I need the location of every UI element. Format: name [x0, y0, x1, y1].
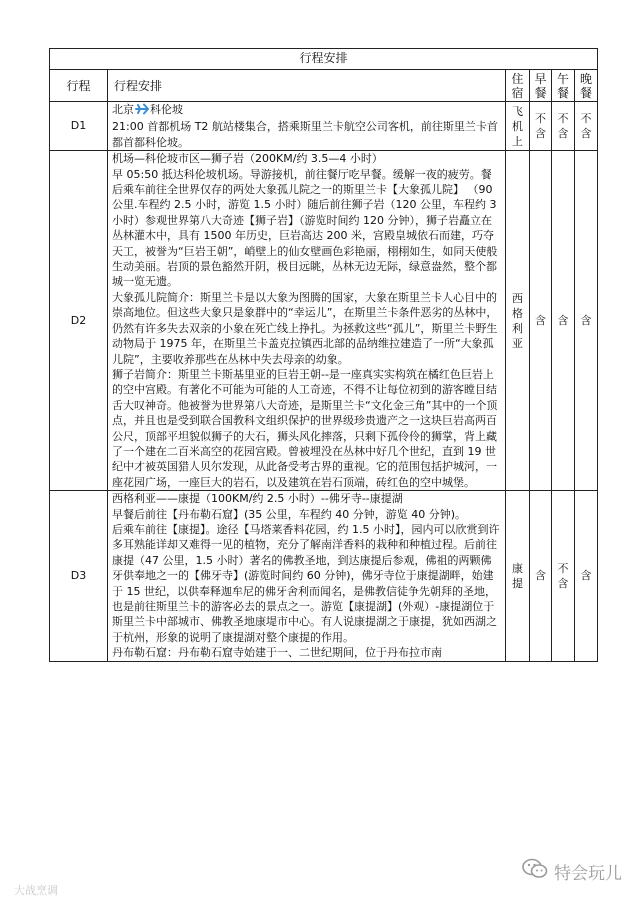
itinerary-sheet [49, 48, 597, 662]
table-row [50, 491, 598, 661]
schedule-paragraph: 后乘车前往【康提】。途径【马塔莱香料花园，约 1.5 小时】，园内可以欣赏到许多耳熟能详却又难得一见的植物，充分了解南洋香料的栽种和种植过程。后前往康提（47 公里，1.5 小时）著名的佛教圣地，到达康提后参观，佛祖的两颗佛牙供奉地之一的【佛牙寺】(游览时间约 60 分钟)，佛牙寺位于康提湖畔，始建于 15 世纪，以供奉释迦牟尼的佛牙舍利而闻名，是佛教信徒争先朝拜的圣地，也是前往斯里兰卡的游客必去的景点之一。游览【康提湖】(外观）-康提湖位于斯里兰卡中部城市、佛教圣地康堤市中心。有人说康提湖之于康提，犹如西湖之于杭州，形象的说明了康提湖对整个康提的作用。 [112, 522, 500, 644]
lunch-cell: 含 [552, 151, 575, 491]
table-row [50, 151, 598, 491]
stay-cell: 飞机上 [506, 102, 530, 151]
schedule-paragraph: 狮子岩简介：斯里兰卡斯基里亚的巨岩王朝--是一座真实实构筑在橘红色巨岩上的空中宫殿。有著化不可能为可能的人工奇迹，不得不让每位初到的游客瞠目结舌大叹神奇。他被誉为世界第八大奇迹，是斯里兰卡“文化金三角”其中的一个顶点，并且也是受到联合国教科文组织保护的世界级珍贵遗产之一这块巨岩高两百公尺，顶部平坦貌似狮子的大石，狮头风化摔落，只剩下孤伶伶的狮掌，背上藏了一个建在二百米高空的花园宫殿。曾被埋没在丛林中好几个世纪，直到 19 世纪中才被英国猎人贝尔发现，从此备受考古界的重视。它的范围包括护城河，一座花园广场，一座巨大的岩石，以及建筑在岩石顶端，砖红色的空中城堡。 [112, 367, 498, 489]
itinerary-table [49, 48, 598, 662]
schedule-paragraph: 早餐后前往【丹布勒石窟】(35 公里，车程约 40 分钟，游览 40 分钟)。 [112, 507, 467, 521]
header-schedule: 行程安排 [108, 70, 506, 102]
header-breakfast: 早餐 [530, 70, 552, 102]
day-schedule [108, 102, 506, 151]
route-line: 北京 科伦坡 [112, 102, 502, 119]
day-label: D1 [50, 102, 108, 151]
day-schedule [108, 151, 506, 491]
lunch-cell: 不含 [552, 102, 575, 151]
breakfast-cell: 含 [530, 151, 552, 491]
airplane-icon [135, 103, 149, 119]
schedule-paragraph: 机场—科伦坡市区—狮子岩（200KM/约 3.5—4 小时） [112, 152, 383, 166]
breakfast-cell: 不含 [530, 102, 552, 151]
header-day: 行程 [50, 70, 108, 102]
table-title: 行程安排 [50, 49, 598, 70]
breakfast-cell: 含 [530, 491, 552, 661]
schedule-paragraph: 21:00 首都机场 T2 航站楼集合，搭乘斯里兰卡航空公司客机，前往斯里兰卡首都首都科伦坡。 [112, 120, 498, 149]
schedule-paragraph: 早 05:50 抵达科伦坡机场。导游接机，前往餐厅吃早餐。缓解一夜的疲劳。餐后乘车前往全世界仅存的两处大象孤儿院之一的斯里兰卡【大象孤儿院】 （90 公里.车程约 2.5 小时，游览 1.5 小时）随后前往狮子岩（120 公里，车程约 3 小时）参观世界第八大奇迹【狮子岩】（游览时间约 120 分钟），狮子岩矗立在丛林灌木中，具有 1500 年历史，巨岩高达 200 米，宫殿皇城依石而建，巧夺天工，被誉为“巨岩王朝”，峭壁上的仙女壁画色彩艳丽，栩栩如生，如同天使般生动美丽。岩顶的景色豁然开阴，极目远眺，丛林无边无际，绿意盎然，整个都城一览无遗。 [112, 167, 498, 289]
schedule-paragraph: 西格利亚——康提（100KM/约 2.5 小时）--佛牙寺--康提湖 [112, 492, 403, 506]
watermark-right: 特会玩儿 [522, 858, 622, 885]
stay-cell: 康提 [506, 491, 530, 661]
schedule-paragraph: 丹布勒石窟：丹布勒石窟寺始建于一、二世纪期间，位于丹布拉市南 [112, 646, 442, 660]
dinner-cell: 含 [575, 491, 598, 661]
table-row [50, 102, 598, 151]
day-label: D2 [50, 151, 108, 491]
lunch-cell: 不含 [552, 491, 575, 661]
day-schedule [108, 491, 506, 661]
watermark-left: 大战烹调 [14, 884, 58, 897]
header-lunch: 午餐 [552, 70, 575, 102]
dinner-cell: 不含 [575, 102, 598, 151]
header-stay: 住宿 [506, 70, 530, 102]
stay-cell: 西格利亚 [506, 151, 530, 491]
schedule-paragraph: 大象孤儿院简介：斯里兰卡是以大象为图腾的国家，大象在斯里兰卡人心目中的崇高地位。但这些大象只是象群中的“幸运儿”，在斯里兰卡条件恶劣的丛林中，仍然有许多失去双亲的小象在死亡线上挣扎。为拯救这些“孤儿”，斯里兰卡野生动物局于 1975 年，在斯里兰卡盖克拉镇西北部的品纳维拉建造了一所“大象孤儿院”，主要收养那些在丛林中失去母亲的幼象。 [112, 290, 498, 366]
wechat-icon [522, 858, 548, 885]
day-label: D3 [50, 491, 108, 661]
header-dinner: 晚餐 [575, 70, 598, 102]
dinner-cell: 含 [575, 151, 598, 491]
